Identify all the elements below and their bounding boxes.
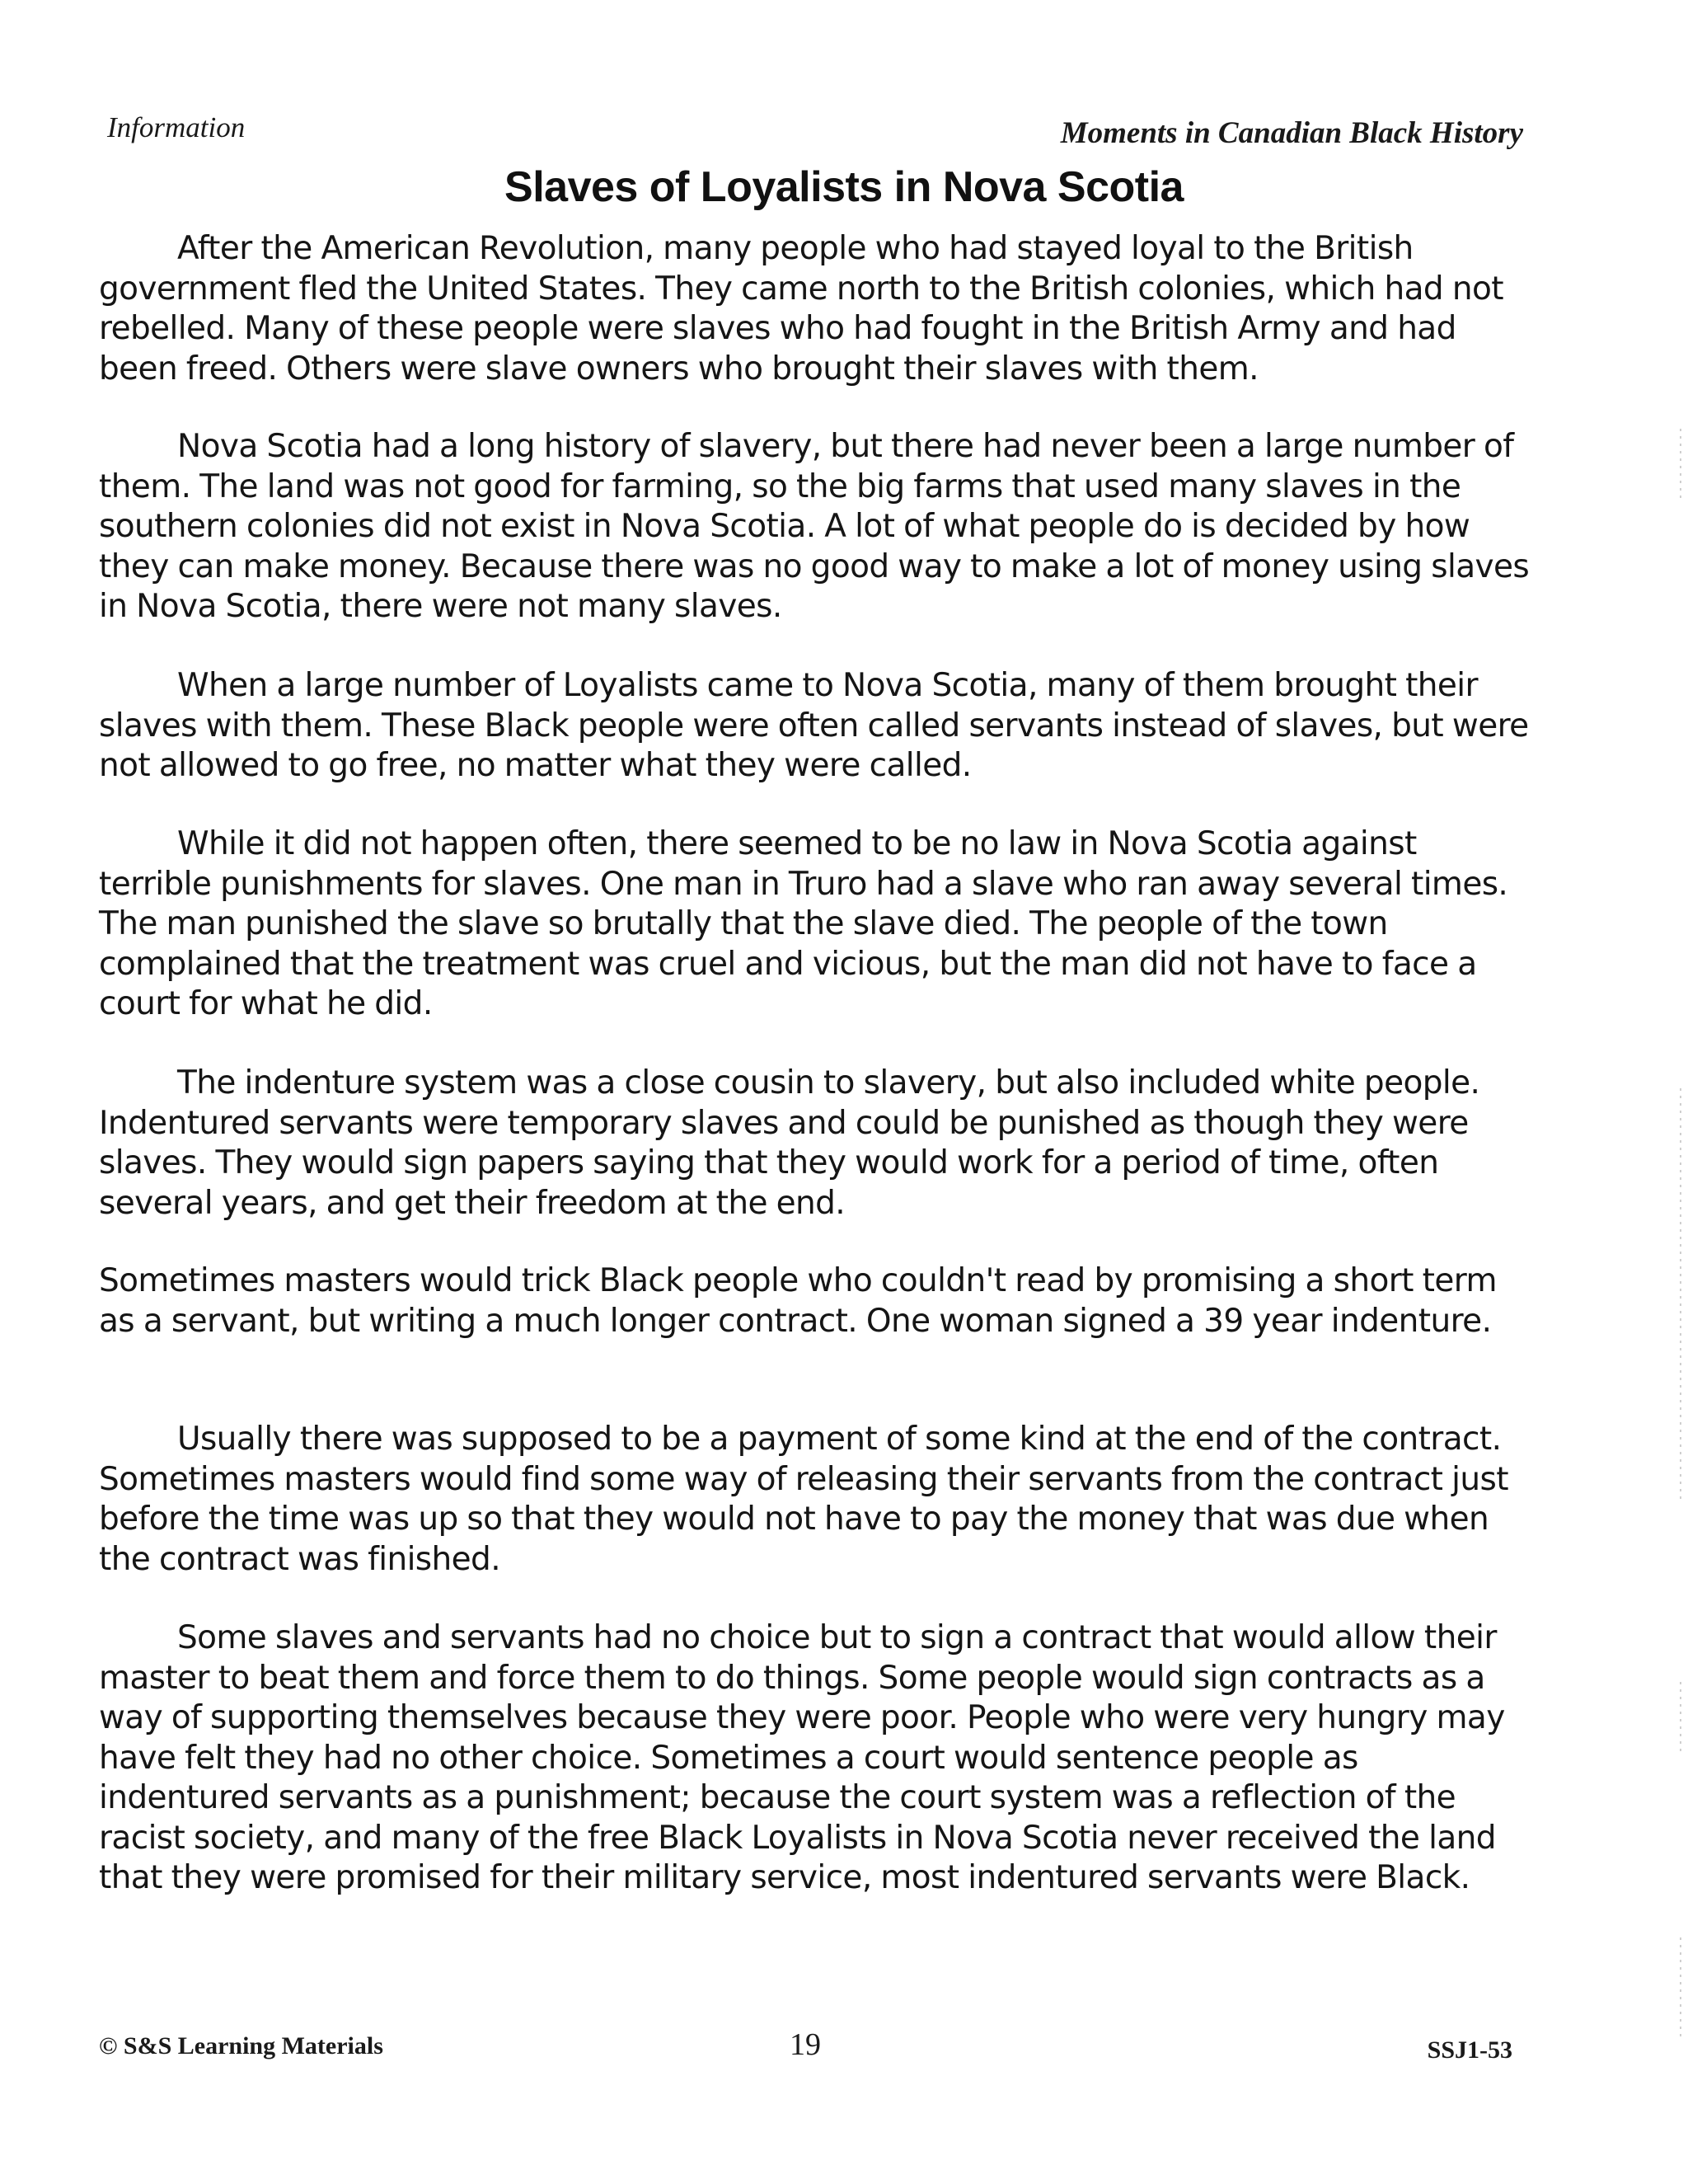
scan-edge-mark	[1680, 1088, 1681, 1501]
scan-edge-mark	[1680, 1937, 1681, 2036]
paragraph-7: Usually there was supposed to be a payment of some kind at the end of the contract. Sometimes masters would find some way of releasing their servants from the contract just before the time was up so that they would not have to pay the money that was due when the contract was finished.	[99, 1421, 1508, 1578]
product-code: SSJ1-53	[1427, 2036, 1512, 2064]
paragraph-6: Sometimes masters would trick Black people who couldn't read by promising a short term as a servant, but writing a much longer contract. One woman signed a 39 year indenture.	[99, 1262, 1497, 1340]
scan-edge-mark	[1680, 429, 1681, 503]
paragraph-4: While it did not happen often, there seemed to be no law in Nova Scotia against terrible punishments for slaves. One man in Truro had a slave who ran away several times. The man punished the slave so brutally that the slave died. The people of the town complained that the treatment was cruel and vicious, but the man did not have to face a court for what he did.	[99, 825, 1508, 1022]
paragraph-3: When a large number of Loyalists came to Nova Scotia, many of them brought their slaves with them. These Black people were often called servants instead of slaves, but were not allowed to go free, no matter what they were called.	[99, 667, 1529, 784]
page-number: 19	[790, 2027, 821, 2062]
paragraph-2: Nova Scotia had a long history of slavery, but there had never been a large number of them. The land was not good for farming, so the big farms that used many slaves in the southern colonies did not exist in Nova Scotia. A lot of what people do is decided by how they can make money. Because there was no good way to make a lot of money using slaves in Nova Scotia, there were not many slaves.	[99, 428, 1530, 625]
scan-edge-mark	[1680, 1682, 1681, 1756]
page-title: Slaves of Loyalists in Nova Scotia	[504, 163, 1184, 211]
book-title: Moments in Canadian Black History	[1060, 116, 1523, 150]
paragraph-8: Some slaves and servants had no choice but to sign a contract that would allow their master to beat them and force them to do things. Some people would sign contracts as a way of supporting themselves because they were poor. People who were very hungry may have felt they had no other choice. Sometimes a court would sentence people as indentured servants as a punishment; because the court system was a reflection of the racist society, and many of the free Black Loyalists in Nova Scotia never received the land that they were promised for their military service, most indentured servants were Black.	[99, 1619, 1505, 1896]
paragraph-1: After the American Revolution, many people who had stayed loyal to the British government fled the United States. They came north to the British colonies, which had not rebelled. Many of these people were slaves who had fought in the British Army and had been freed. Others were slave owners who brought their slaves with them.	[99, 230, 1503, 387]
copyright-notice: © S&S Learning Materials	[99, 2032, 383, 2060]
section-label: Information	[107, 111, 246, 143]
paragraph-5: The indenture system was a close cousin to slavery, but also included white people. Indentured servants were temporary slaves and could be punished as though they were slaves. They would sign papers saying that they would work for a period of time, often several years, and get their freedom at the end.	[99, 1064, 1480, 1222]
